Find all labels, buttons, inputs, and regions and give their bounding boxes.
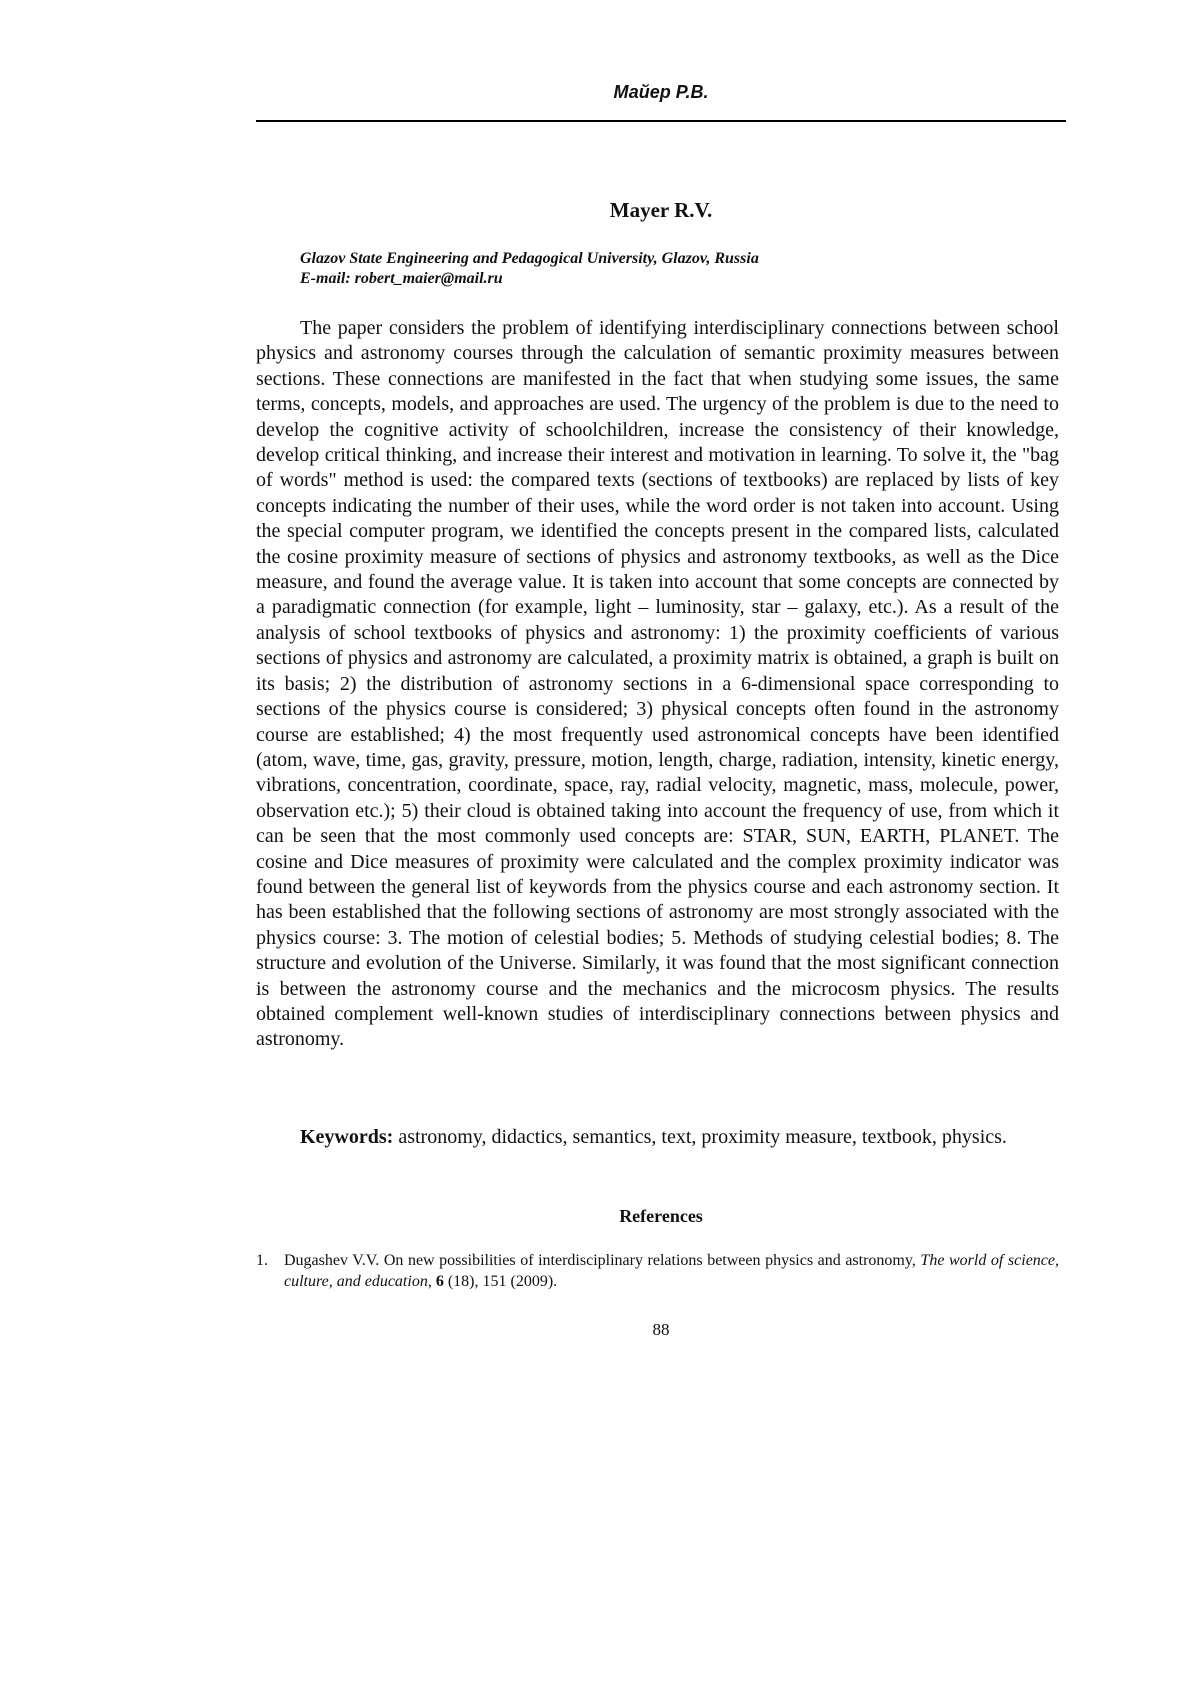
references-heading: References <box>256 1206 1066 1227</box>
page-number: 88 <box>256 1320 1066 1340</box>
header-rule <box>256 120 1066 122</box>
reference-journal: The world of science, culture, and education <box>284 1252 1059 1290</box>
abstract: The paper considers the problem of identifying interdisciplinary connections between school physics and astronomy courses through the calculation of semantic proximity measures between sections. These connections are manifested in the fact that when studying some issues, the same terms, concepts, models, and approaches are used. The urgency of the problem is due to the need to develop the cognitive activity of schoolchildren, increase the consistency of their knowledge, develop critical thinking, and increase their interest and motivation in learning. To solve it, the "bag of words" method is used: the compared texts (sections of textbooks) are replaced by lists of key concepts indicating the number of their uses, while the word order is not taken into account. Using the special computer program, we identified the concepts present in the compared lists, calculated the cosine proximity measure of sections of physics and astronomy textbooks, as well as the Dice measure, and found the average value. It is taken into account that some concepts are connected by a paradigmatic connection (for example, light – luminosity, star – galaxy, etc.). As a result of the analysis of school textbooks of physics and astronomy: 1) the proximity coefficients of various sections of physics and astronomy are calculated, a proximity matrix is obtained, a graph is built on its basis; 2) the distribution of astronomy sections in a 6-dimensional space corresponding to sections of the physics course is considered; 3) physical concepts often found in the astronomy course are established; 4) the most frequently used astronomical concepts have been identified (atom, wave, time, gas, gravity, pressure, motion, length, charge, radiation, intensity, kinetic energy, vibrations, concentration, coordinate, space, ray, radial velocity, magnetic, mass, molecule, power, observation etc.); 5) their cloud is obtained taking into account the frequency of use, from which it can be seen that the most commonly used concepts are: STAR, SUN, EARTH, PLANET. The cosine and Dice measures of proximity were calculated and the complex proximity indicator was found between the general list of keywords from the physics course and each astronomy section. It has been established that the following sections of astronomy are most strongly associated with the physics course: 3. The motion of celestial bodies; 5. Methods of studying celestial bodies; 8. The structure and evolution of the Universe. Similarly, it was found that the most significant connection is between the astronomy course and the mechanics and the microcosm physics. The results obtained complement well-known studies of interdisciplinary connections between physics and astronomy. <box>256 316 1059 1053</box>
reference-number: 1. <box>256 1250 268 1271</box>
keywords-label: Keywords: <box>300 1126 393 1148</box>
reference-title: Dugashev V.V. On new possibilities of interdisciplinary relations between physics and astronomy, <box>284 1252 916 1269</box>
keywords-paragraph <box>256 1125 1059 1150</box>
affiliation: Glazov State Engineering and Pedagogical University, Glazov, Russia <box>300 250 1060 268</box>
running-head: Майер Р.В. <box>256 82 1066 103</box>
keywords-list: astronomy, didactics, semantics, text, proximity measure, textbook, physics. <box>398 1126 1007 1148</box>
reference-volume: 6 <box>436 1273 444 1290</box>
author-name: Mayer R.V. <box>256 198 1066 223</box>
email: E-mail: robert_maier@mail.ru <box>300 270 1060 288</box>
reference-text: Dugashev V.V. On new possibilities of interdisciplinary relations between physics and astronomy, The world of science, culture, and education, 6 (18), 151 (2009). <box>284 1250 1059 1292</box>
reference-details: (18), 151 (2009). <box>448 1273 557 1290</box>
reference-item <box>256 1250 1059 1292</box>
